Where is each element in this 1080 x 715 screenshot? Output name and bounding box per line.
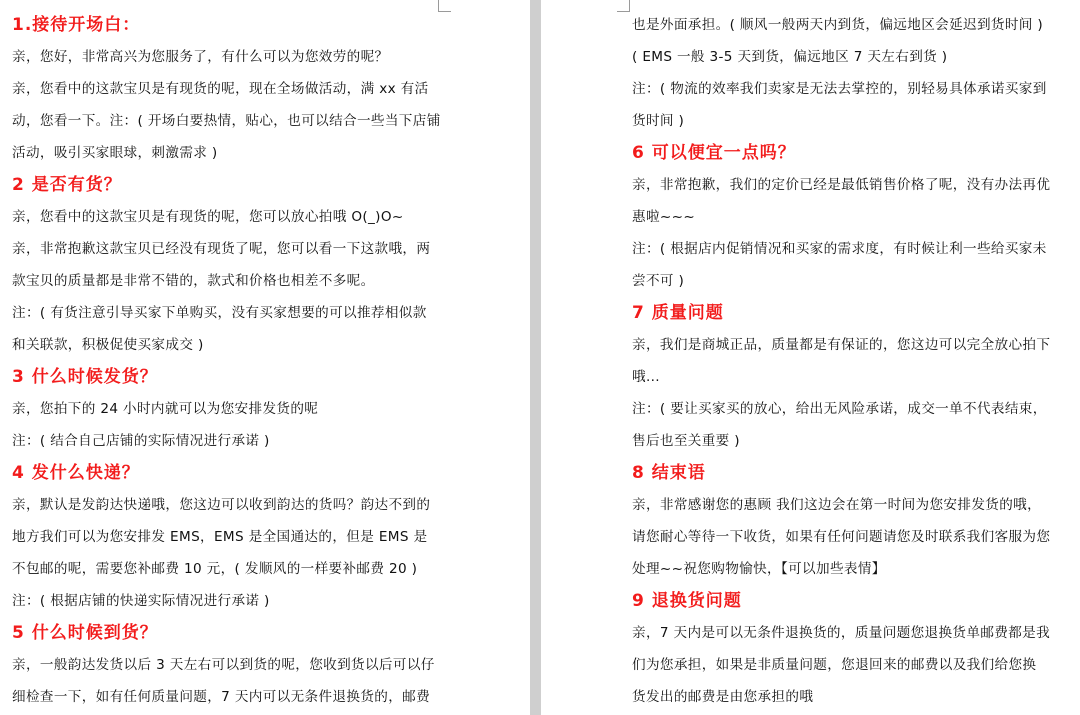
body-text-line: 动，您看一下。注：( 开场白要热情，贴心，也可以结合一些当下店铺 — [12, 113, 441, 129]
document-page-left — [0, 0, 530, 715]
section-heading: 9 退换货问题 — [632, 591, 742, 611]
section-heading: 4 发什么快递？ — [12, 463, 140, 483]
body-text-line: 地方我们可以为您安排发 EMS，EMS 是全国通达的，但是 EMS 是 — [12, 529, 428, 545]
body-text-line: 请您耐心等待一下收货，如果有任何问题请您及时联系我们客服为您 — [632, 529, 1051, 545]
body-text-line: 惠啦~~~ — [632, 209, 696, 225]
body-text-line: 货发出的邮费是由您承担的哦 — [632, 689, 814, 705]
section-heading: 1.接待开场白： — [12, 15, 141, 35]
body-text-line: 款宝贝的质量都是非常不错的，款式和价格也相差不多呢。 — [12, 273, 375, 289]
body-text-line: 细检查一下，如有任何质量问题，7 天内可以无条件退换货的，邮费 — [12, 689, 431, 705]
body-text-line: 们为您承担，如果是非质量问题，您退回来的邮费以及我们给您换 — [632, 657, 1037, 673]
body-text-line: 注：( 有货注意引导买家下单购买，没有买家想要的可以推荐相似款 — [12, 305, 427, 321]
body-text-line: 亲，7 天内是可以无条件退换货的，质量问题您退换货单邮费都是我 — [632, 625, 1051, 641]
body-text-line: 亲，一般韵达发货以后 3 天左右可以到货的呢，您收到货以后可以仔 — [12, 657, 435, 673]
body-text-line: 亲，非常抱歉这款宝贝已经没有现货了呢，您可以看一下这款哦，两 — [12, 241, 431, 257]
body-text-line: 注：( 物流的效率我们卖家是无法去掌控的，别轻易具体承诺买家到 — [632, 81, 1047, 97]
body-text-line: 尝不可 ) — [632, 273, 685, 289]
body-text-line: 售后也至关重要 ) — [632, 433, 740, 449]
body-text-line: 注：( 要让买家买的放心，给出无风险承诺，成交一单不代表结束， — [632, 401, 1047, 417]
body-text-line: 不包邮的呢，需要您补邮费 10 元，( 发顺风的一样要补邮费 20 ) — [12, 561, 418, 577]
body-text-line: 货时间 ) — [632, 113, 685, 129]
section-heading: 5 什么时候到货？ — [12, 623, 158, 643]
body-text-line: 亲，您拍下的 24 小时内就可以为您安排发货的呢 — [12, 401, 319, 417]
body-text-line: 处理~~祝您购物愉快，【可以加些表情】 — [632, 561, 886, 577]
body-text-line: 活动，吸引买家眼球，刺激需求 ) — [12, 145, 218, 161]
page-text-body — [632, 9, 1080, 713]
body-text-line: 亲，您看中的这款宝贝是有现货的呢，您可以放心拍哦 O(_)O~ — [12, 209, 404, 225]
section-heading: 7 质量问题 — [632, 303, 724, 323]
body-text-line: 哦... — [632, 369, 660, 385]
page-gutter — [530, 0, 541, 715]
section-heading: 3 什么时候发货？ — [12, 367, 158, 387]
body-text-line: 注：( 根据店铺的快递实际情况进行承诺 ) — [12, 593, 270, 609]
section-heading: 6 可以便宜一点吗？ — [632, 143, 796, 163]
section-heading: 2 是否有货？ — [12, 175, 122, 195]
body-text-line: 也是外面承担。( 顺风一般两天内到货，偏远地区会延迟到货时间 ) — [632, 17, 1044, 33]
body-text-line: 亲，默认是发韵达快递哦，您这边可以收到韵达的货吗？韵达不到的 — [12, 497, 431, 513]
page-corner-mark — [617, 0, 630, 12]
body-text-line: 亲，非常感谢您的惠顾 我们这边会在第一时间为您安排发货的哦， — [632, 497, 1042, 513]
body-text-line: 亲，您好，非常高兴为您服务了，有什么可以为您效劳的呢？ — [12, 49, 389, 65]
body-text-line: ( EMS 一般 3-5 天到货，偏远地区 7 天左右到货 ) — [632, 49, 948, 65]
page-corner-mark — [438, 0, 451, 12]
document-page-right — [541, 0, 1080, 715]
section-heading: 8 结束语 — [632, 463, 706, 483]
body-text-line: 亲，您看中的这款宝贝是有现货的呢，现在全场做活动，满 xx 有活 — [12, 81, 429, 97]
body-text-line: 亲，我们是商城正品，质量都是有保证的，您这边可以完全放心拍下 — [632, 337, 1051, 353]
body-text-line: 和关联款，积极促使买家成交 ) — [12, 337, 204, 353]
body-text-line: 注：( 结合自己店铺的实际情况进行承诺 ) — [12, 433, 270, 449]
body-text-line: 注：( 根据店内促销情况和买家的需求度，有时候让利一些给买家未 — [632, 241, 1047, 257]
body-text-line: 亲，非常抱歉，我们的定价已经是最低销售价格了呢，没有办法再优 — [632, 177, 1051, 193]
page-text-body — [12, 9, 530, 713]
